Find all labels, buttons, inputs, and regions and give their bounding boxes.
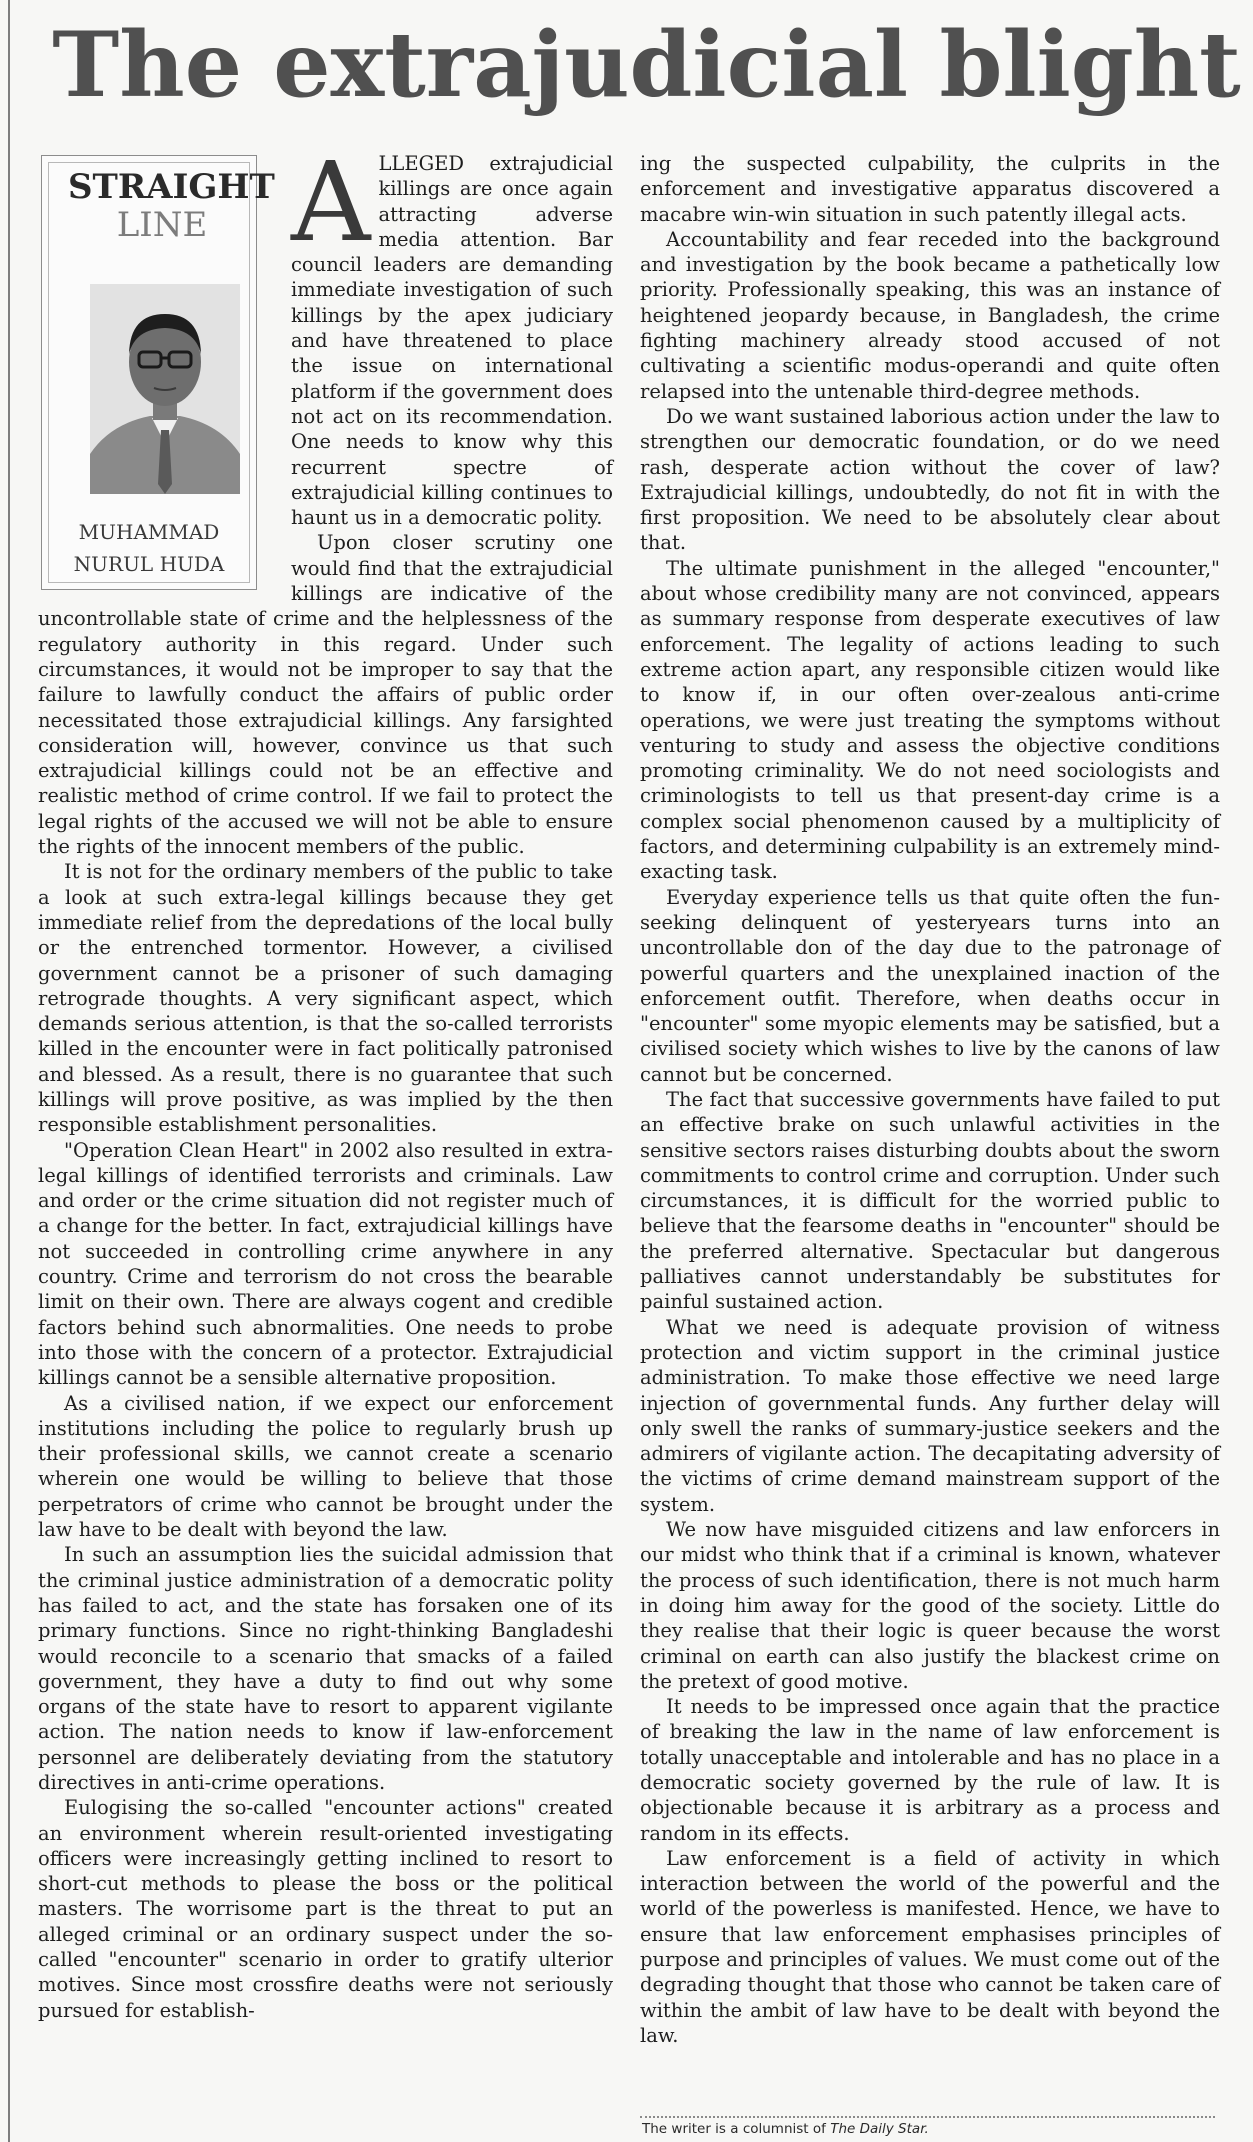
author-photo xyxy=(90,284,240,494)
article-paragraph: Upon closer scrutiny one would find that the extrajudicial killings are indicative of the uncontrollable state of crime and the helplessness of the regulatory authority in this regard. Under such circumstances, it would not be improper to say that the failure to lawfully conduct the affairs of public order necessitated those extrajudicial killings. Any farsighted consideration will, however, convince us that such extrajudicial killings could not be an effective and realistic method of crime control. If we fail to protect the legal rights of the accused we will not be able to ensure the rights of the innocent members of the public. xyxy=(38,531,613,859)
article-paragraph: Everyday experience tells us that quite often the fun-seeking delinquent of yesteryears turns into an uncontrollable don of the day due to the patronage of powerful quarters and the unexplained inaction of the enforcement outfit. Therefore, when deaths occur in "encounter" some myopic elements may be satisfied, but a civilised society which wishes to live by the canons of law cannot but be concerned. xyxy=(640,885,1220,1086)
column-label-line1: STRAIGHT xyxy=(68,167,275,207)
author-name-line2: NURUL HUDA xyxy=(73,552,225,576)
author-name-line1: MUHAMMAD xyxy=(78,520,220,544)
article-paragraph: It is not for the ordinary members of the public to take a look at such extra-legal killings because they get immediate relief from the depredations of the local bully or the entrenched tormentor. However, a civilised government cannot be a prisoner of such damaging retrograde thoughts. A very significant aspect, which demands serious attention, is that the so-called terrorists killed in the encounter were in fact politically patronised and blessed. As a result, there is no guarantee that such killings will prove positive, as was implied by the then responsible establishment personalities. xyxy=(38,860,613,1137)
article-paragraph: We now have misguided citizens and law enforcers in our midst who think that if a criminal is known, whatever the process of such identification, there is not much harm in doing him away for the good of the society. Little do they realise that their logic is queer because the worst criminal on earth can also justify the blackest crime on the pretext of good motive. xyxy=(640,1518,1220,1693)
headline: The extrajudicial blight xyxy=(52,12,1241,118)
article-paragraph: Law enforcement is a field of activity in which interaction between the world of the powerful and the world of the powerless is manifested. Hence, we have to ensure that law enforcement emphasises principles of purpose and principles of values. We must come out of the degrading thought that those who cannot be taken care of within the ambit of law have to be dealt with beyond the law. xyxy=(640,1846,1220,2047)
footnote-publication: The Daily Star. xyxy=(830,2121,929,2137)
footnote-prefix: The writer is a columnist of xyxy=(642,2121,831,2137)
column-byline-box xyxy=(41,155,275,590)
article-column-left xyxy=(38,138,613,2023)
column-label-line2: LINE xyxy=(116,205,208,245)
drop-cap: A xyxy=(291,138,371,266)
article-paragraph: It needs to be impressed once again that the practice of breaking the law in the name of law enforcement is totally unacceptable and intolerable and has no place in a democratic society governed by the rule of law. It is objectionable because it is arbitrary as a process and random in its effects. xyxy=(640,1695,1220,1845)
footnote xyxy=(642,2120,1217,2138)
author-name xyxy=(42,516,256,580)
page-edge-rule xyxy=(8,0,10,2142)
article-paragraph: What we need is adequate provision of witness protection and victim support in the criminal justice administration. To make those effective we need large injection of governmental funds. Any further delay will only swell the ranks of summary-justice seekers and the admirers of vigilante action. The decapitating adversity of the victims of crime demand mainstream support of the system. xyxy=(640,1315,1220,1516)
article-column-right xyxy=(640,151,1220,2048)
article-paragraph: Eulogising the so-called "encounter actions" created an environment wherein result-oriented investigating officers were increasingly getting inclined to resort to short-cut methods to please the boss or the political masters. The worrisome part is the threat to put an alleged criminal or an ordinary suspect under the so-called "encounter" scenario in order to gratify ulterior motives. Since most crossfire deaths were not seriously pursued for establish- xyxy=(38,1796,613,2022)
footnote-divider xyxy=(640,2116,1215,2118)
article-paragraph: In such an assumption lies the suicidal admission that the criminal justice administration of a democratic polity has failed to act, and the state has forsaken one of its primary functions. Since no right-thinking Bangladeshi would reconcile to a scenario that smacks of a failed government, they have a duty to find out why some organs of the state have to resort to apparent vigilante action. The nation needs to know if law-enforcement personnel are deliberately deviating from the statutory directives in anti-crime operations. xyxy=(38,1543,613,1794)
article-paragraph: The ultimate punishment in the alleged "encounter," about whose credibility many are not convinced, appears as summary response from desperate executives of law enforcement. The legality of actions leading to such extreme action apart, any responsible citizen would like to know if, in our often over-zealous anti-crime operations, we were just treating the symptoms without venturing to study and assess the objective conditions promoting criminality. We do not need sociologists and criminologists to tell us that present-day crime is a complex social phenomenon caused by a multiplicity of factors, and determining culpability is an extremely mind-exacting task. xyxy=(640,556,1220,884)
article-paragraph-continued: ing the suspected culpability, the culprits in the enforcement and investigative apparatus discovered a macabre win-win situation in such patently illegal acts. xyxy=(640,152,1220,226)
article-intro-paragraph: LLEGED extrajudicial killings are once again attracting adverse media attention. Bar council leaders are demanding immediate investigation of such killings by the apex judiciary and have threatened to place the issue on international platform if the government does not act on its recommendation. One needs to know why this recurrent spectre of extrajudicial killing continues to haunt us in a democratic polity. xyxy=(291,152,613,530)
article-paragraph: As a civilised nation, if we expect our enforcement institutions including the police to regularly brush up their professional skills, we cannot create a scenario wherein one would be willing to believe that those perpetrators of crime who cannot be brought under the law have to be dealt with beyond the law. xyxy=(38,1391,613,1542)
article-paragraph: "Operation Clean Heart" in 2002 also resulted in extra-legal killings of identified terrorists and criminals. Law and order or the crime situation did not register much of a change for the better. In fact, extrajudicial killings have not succeeded in controlling crime anywhere in any country. Crime and terrorism do not cross the bearable limit on their own. There are always cogent and credible factors behind such abnormalities. One needs to probe into those with the concern of a protector. Extrajudicial killings cannot be a sensible alternative proposition. xyxy=(38,1138,613,1390)
article-paragraph: Accountability and fear receded into the background and investigation by the book became a pathetically low priority. Professionally speaking, this was an instance of heightened jeopardy because, in Bangladesh, the crime fighting machinery already stood accused of not cultivating a scientific modus-operandi and quite often relapsed into the untenable third-degree methods. xyxy=(640,227,1220,403)
article-paragraph: Do we want sustained laborious action under the law to strengthen our democratic foundation, or do we need rash, desperate action without the cover of law? Extrajudicial killings, undoubtedly, do not fit in with the first proposition. We need to be absolutely clear about that. xyxy=(640,404,1220,555)
article-paragraph: The fact that successive governments have failed to put an effective brake on such unlawful activities in the sensitive sectors raises disturbing doubts about the sworn commitments to control crime and corruption. Under such circumstances, it is difficult for the worried public to believe that the fearsome deaths in "encounter" should be the preferred alternative. Spectacular but dangerous palliatives cannot understandably be substitutes for painful sustained action. xyxy=(640,1087,1220,1314)
